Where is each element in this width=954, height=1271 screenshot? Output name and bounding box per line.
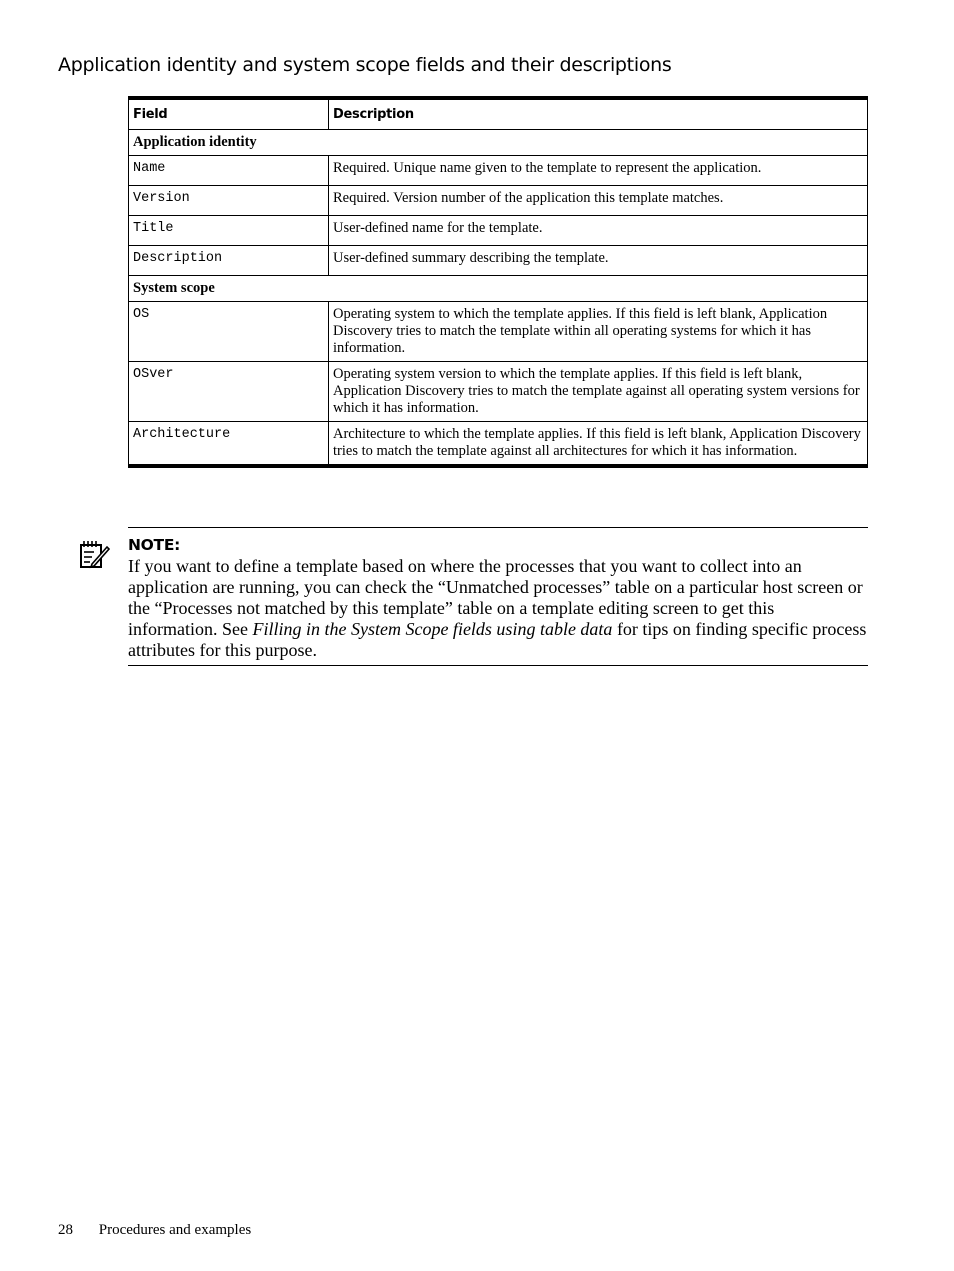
field-description-cell: Operating system to which the template applies. If this field is left blank, Application Discovery tries to match the template within all operating systems for which it has information. — [329, 302, 868, 362]
table-row — [129, 156, 868, 186]
page-number: 28 — [58, 1222, 73, 1238]
note-body-text-end: for tips on finding specific process attributes for this purpose. — [128, 619, 867, 660]
field-description-cell: Required. Version number of the application this template matches. — [329, 186, 868, 216]
table-row — [129, 422, 868, 467]
page-footer — [58, 1222, 251, 1239]
field-description-cell: Operating system version to which the template applies. If this field is left blank, Application Discovery tries to match the template against all operating system versions for which it has information. — [329, 362, 868, 422]
group-row — [129, 130, 868, 156]
field-description-cell: User-defined name for the template. — [329, 216, 868, 246]
table-row — [129, 302, 868, 362]
footer-section-title: Procedures and examples — [98, 1222, 252, 1238]
table-header-row — [129, 98, 868, 130]
field-name-cell: Title — [129, 216, 329, 246]
group-title-application-identity: Application identity — [129, 130, 868, 156]
note-title: NOTE: — [128, 536, 181, 554]
cross-reference-link[interactable]: Filling in the System Scope fields using table data — [252, 619, 613, 639]
note-body — [128, 556, 868, 661]
column-header-description: Description — [329, 98, 868, 130]
field-name-cell: Version — [129, 186, 329, 216]
table-row — [129, 246, 868, 276]
field-name-cell: OSver — [129, 362, 329, 422]
note-body-text: If you want to define a template based on where the processes that you want to collect into an application are running, you can check the “Unmatched processes” table on a particular host screen or the “Processes not matched by this template” table on a template editing screen to get this information. See — [128, 556, 863, 639]
fields-table — [128, 96, 868, 468]
field-name-cell: OS — [129, 302, 329, 362]
field-name-cell: Architecture — [129, 422, 329, 467]
group-row — [129, 276, 868, 302]
table-row — [129, 362, 868, 422]
note-pad-icon — [78, 539, 110, 571]
column-header-field: Field — [129, 98, 329, 130]
page-heading: Application identity and system scope fields and their descriptions — [58, 54, 672, 76]
note-box — [128, 527, 868, 666]
table-row — [129, 216, 868, 246]
field-description-cell: Required. Unique name given to the template to represent the application. — [329, 156, 868, 186]
field-description-cell: Architecture to which the template applies. If this field is left blank, Application Discovery tries to match the template against all architectures for which it has information. — [329, 422, 868, 467]
group-title-system-scope: System scope — [129, 276, 868, 302]
field-description-cell: User-defined summary describing the template. — [329, 246, 868, 276]
table-row — [129, 186, 868, 216]
field-name-cell: Description — [129, 246, 329, 276]
field-name-cell: Name — [129, 156, 329, 186]
